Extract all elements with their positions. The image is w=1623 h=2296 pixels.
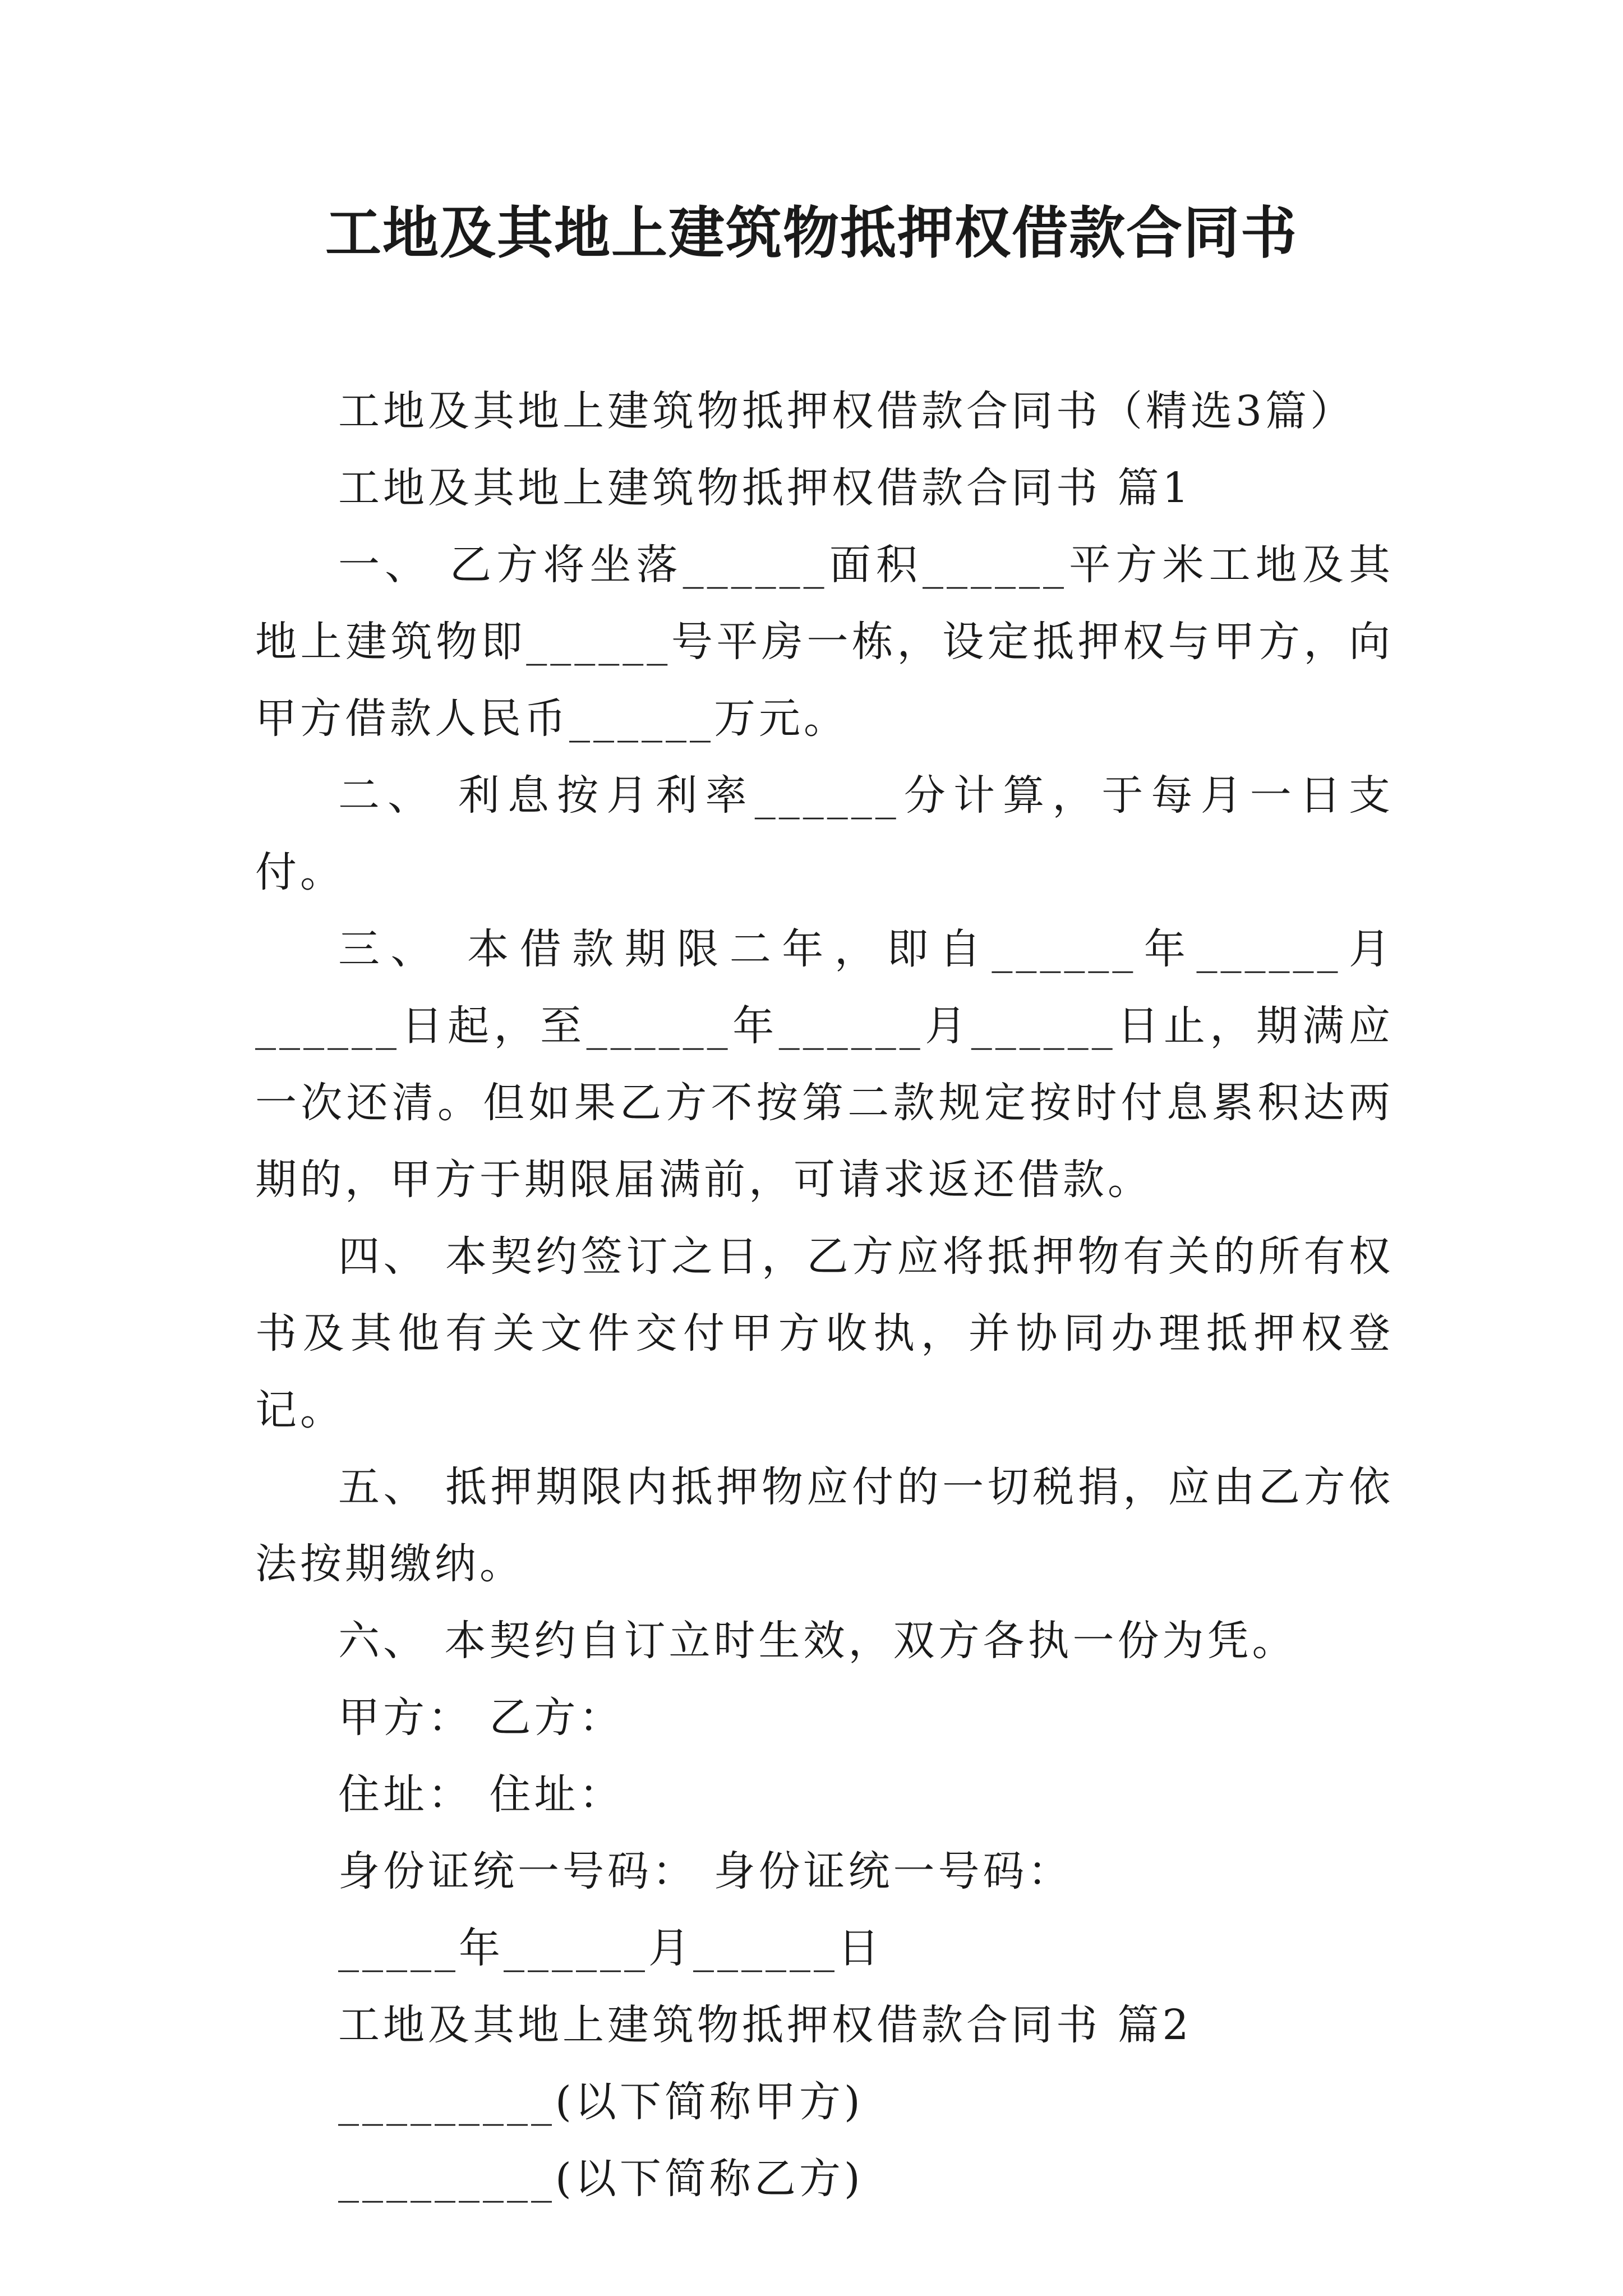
collection-heading: 工地及其地上建筑物抵押权借款合同书（精选3篇）	[338, 387, 1355, 435]
document-body	[255, 373, 1394, 2217]
signature-addresses: 住址： 住址：	[338, 1770, 624, 1819]
clause-2: 二、 利息按月利率______分计算，于每月一日支付。	[255, 771, 1394, 896]
signature-parties: 甲方： 乙方：	[338, 1694, 624, 1742]
section-heading-2: 工地及其地上建筑物抵押权借款合同书 篇2	[338, 2001, 1192, 2049]
party-a-line: _________(以下简称甲方)	[338, 2078, 864, 2126]
party-b-line: _________(以下简称乙方)	[338, 2155, 864, 2203]
clause-4: 四、 本契约签订之日，乙方应将抵押物有关的所有权书及其他有关文件交付甲方收执，并协同办理抵押权登记。	[255, 1232, 1394, 1434]
section-heading-1: 工地及其地上建筑物抵押权借款合同书 篇1	[338, 464, 1192, 512]
clause-5: 五、 抵押期限内抵押物应付的一切税捐，应由乙方依法按期缴纳。	[255, 1463, 1394, 1588]
clause-6: 六、 本契约自订立时生效，双方各执一份为凭。	[338, 1617, 1297, 1665]
clause-1: 一、 乙方将坐落______面积______平方米工地及其地上建筑物即______号平房一栋，设定抵押权与甲方，向甲方借款人民币______万元。	[255, 541, 1394, 743]
signature-date: _____年______月______日	[338, 1924, 883, 1972]
document-title: 工地及其地上建筑物抵押权借款合同书	[325, 200, 1298, 266]
clause-3: 三、 本借款期限二年，即自______年______月______日起，至______年______月______日止，期满应一次还清。但如果乙方不按第二款规定按时付息累积达两期的，甲方于期限届满前，可请求返还借款。	[255, 925, 1394, 1204]
signature-id-numbers: 身份证统一号码： 身份证统一号码：	[338, 1847, 1073, 1895]
